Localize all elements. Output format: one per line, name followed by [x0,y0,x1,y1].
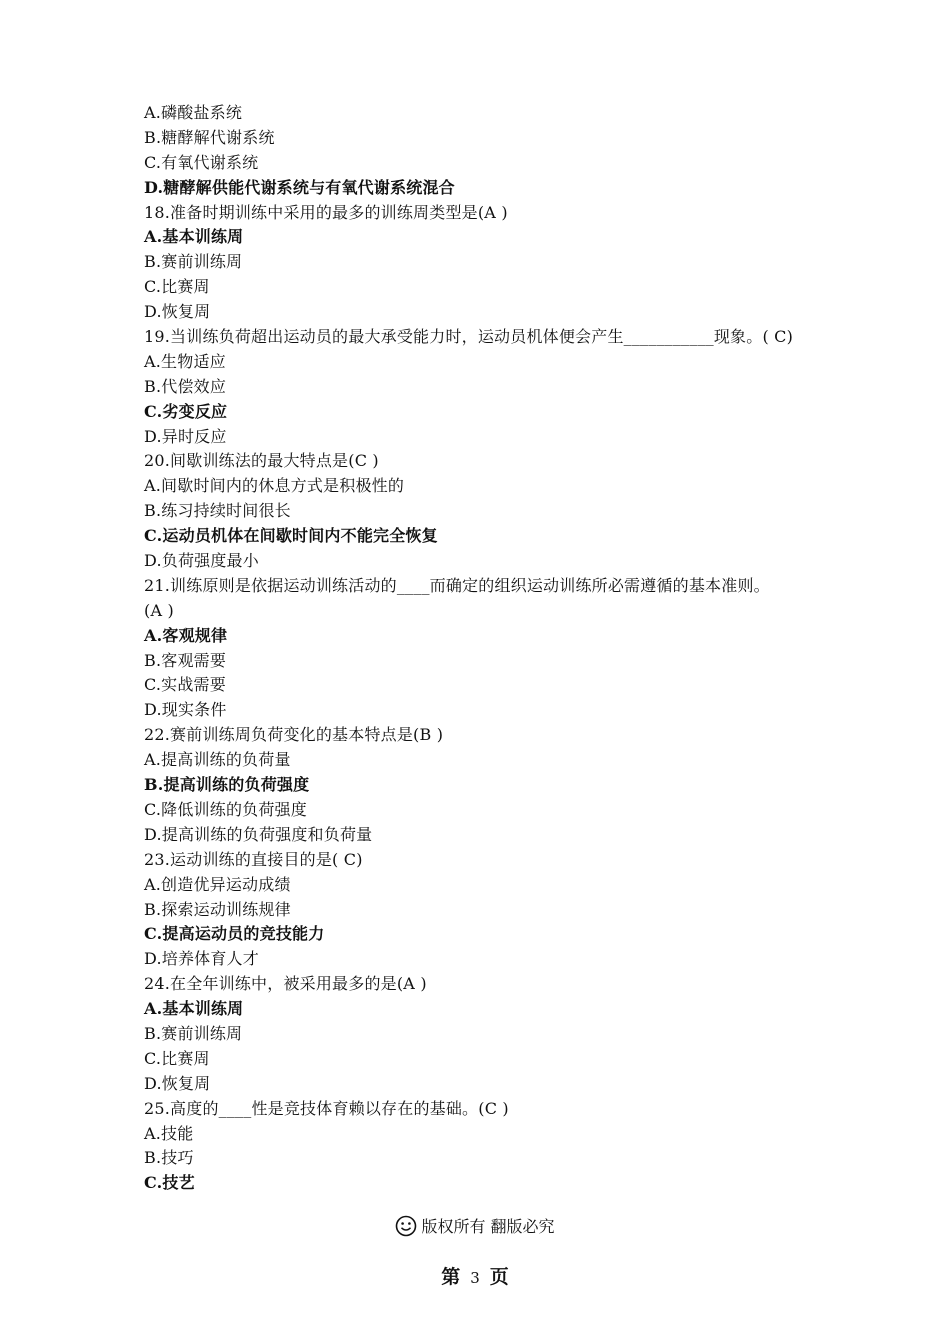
answer-line: A.基本训练周 [144,999,244,1019]
answer-line: A.客观规律 [144,625,228,645]
question-line: A.生物适应 [144,351,226,371]
question-line: C.有氧代谢系统 [144,152,259,172]
page-prefix: 第 [441,1266,461,1288]
question-line: 25.高度的____性是竞技体育赖以存在的基础。(C ) [144,1098,509,1118]
question-line: A.技能 [144,1123,194,1143]
question-line: C.比赛周 [144,1048,210,1068]
smiley-icon [395,1215,417,1237]
page-number [0,1262,950,1289]
question-line: 24.在全年训练中，被采用最多的是(A ) [144,974,427,994]
answer-line: B.提高训练的负荷强度 [144,775,310,795]
question-line: D.异时反应 [144,426,227,446]
question-line: B.糖酵解代谢系统 [144,127,275,147]
answer-line: C.运动员机体在间歇时间内不能完全恢复 [144,526,438,546]
question-line: D.恢复周 [144,1073,211,1093]
question-line: 19.当训练负荷超出运动员的最大承受能力时，运动员机体便会产生___________现象。( C) [144,327,794,347]
question-line: D.提高训练的负荷强度和负荷量 [144,824,373,844]
question-line: D.现实条件 [144,700,227,720]
copyright-footer [0,1214,950,1237]
question-list [144,101,824,1196]
question-line: 23.运动训练的直接目的是( C) [144,849,363,869]
question-line: 21.训练原则是依据运动训练活动的____而确定的组织运动训练所必需遵循的基本准则。 [144,575,770,595]
question-line: B.赛前训练周 [144,1023,243,1043]
question-line: C.降低训练的负荷强度 [144,799,307,819]
answer-line: C.提高运动员的竞技能力 [144,924,325,944]
page-number-value: 3 [470,1269,480,1287]
question-line: B.技巧 [144,1148,194,1168]
page-suffix: 页 [489,1266,509,1288]
question-line: B.探索运动训练规律 [144,899,291,919]
question-line: B.客观需要 [144,650,227,670]
question-line: A.磷酸盐系统 [144,103,243,122]
question-line: C.实战需要 [144,675,226,695]
question-line: D.培养体育人才 [144,949,259,969]
question-line: A.间歇时间内的休息方式是积极性的 [144,476,405,496]
answer-line: A.基本训练周 [144,227,244,247]
question-line: B.赛前训练周 [144,252,243,272]
question-line: B.练习持续时间很长 [144,501,291,521]
question-line: D.负荷强度最小 [144,551,259,571]
question-line: (A ) [144,600,174,620]
question-line: A.创造优异运动成绩 [144,874,291,894]
copyright-text: 版权所有 翻版必究 [421,1217,555,1236]
question-line: 22.赛前训练周负荷变化的基本特点是(B ) [144,725,444,745]
question-line: C.比赛周 [144,277,210,297]
answer-line: C.劣变反应 [144,401,228,421]
question-line: 20.间歇训练法的最大特点是(C ) [144,451,379,471]
answer-line: D.糖酵解供能代谢系统与有氧代谢系统混合 [144,177,455,197]
question-line: A.提高训练的负荷量 [144,750,291,770]
question-line: 18.准备时期训练中采用的最多的训练周类型是(A ) [144,202,508,222]
question-line: D.恢复周 [144,302,211,322]
answer-line: C.技艺 [144,1173,195,1193]
question-line: B.代偿效应 [144,376,227,396]
